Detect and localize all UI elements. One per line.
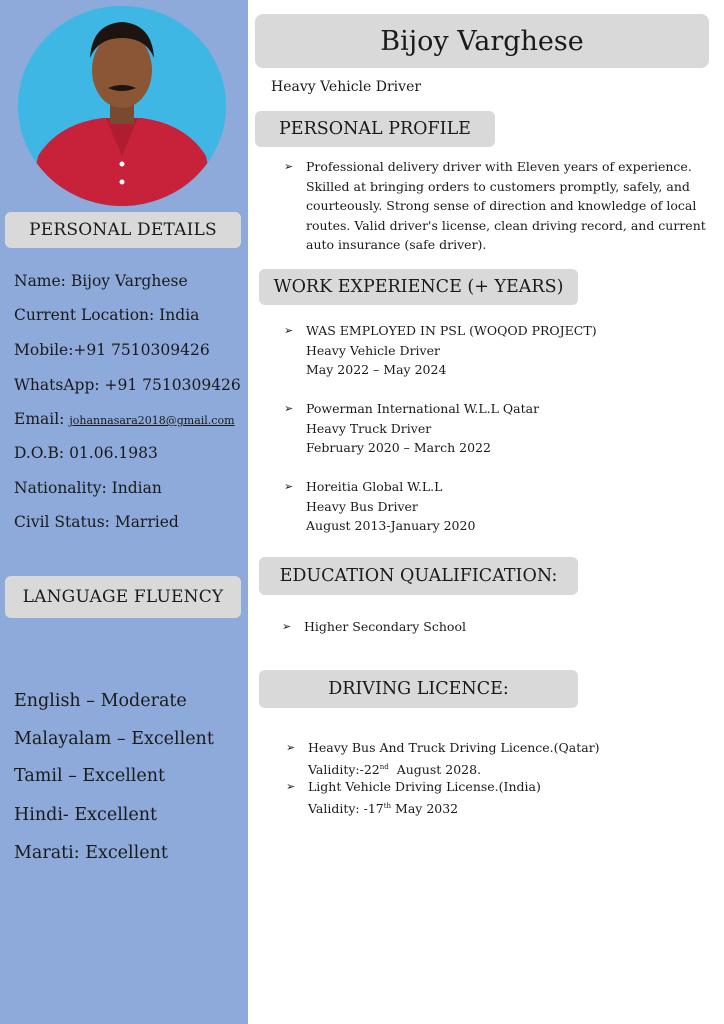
detail-location: Current Location: India — [14, 306, 200, 324]
validity-suffix: August 2028. — [388, 761, 482, 777]
email-label: Email: — [14, 410, 70, 428]
licence-item — [286, 777, 706, 818]
arrow-bullet-icon: ➢ — [282, 620, 292, 633]
language-item: Marati: Excellent — [14, 843, 168, 863]
job-title: Heavy Vehicle Driver — [271, 79, 422, 95]
job-period: August 2013-January 2020 — [306, 518, 476, 533]
arrow-bullet-icon: ➢ — [286, 741, 296, 754]
detail-nationality: Nationality: Indian — [14, 479, 162, 497]
language-item: Malayalam – Excellent — [14, 729, 214, 749]
job-entry — [284, 477, 704, 536]
profile-line: courteously. Strong sense of direction and knowledge of local — [306, 198, 697, 213]
candidate-name: Bijoy Varghese — [255, 14, 709, 68]
personal-profile-heading: PERSONAL PROFILE — [255, 111, 495, 147]
detail-email — [14, 410, 235, 428]
arrow-bullet-icon: ➢ — [284, 324, 294, 337]
language-item: Tamil – Excellent — [14, 766, 166, 786]
licence-validity — [308, 797, 706, 819]
arrow-bullet-icon: ➢ — [284, 402, 294, 415]
sidebar — [0, 0, 248, 1024]
profile-line: Professional delivery driver with Eleven years of experience. — [306, 159, 692, 174]
profile-photo — [18, 6, 226, 206]
language-item: Hindi- Excellent — [14, 805, 158, 825]
job-period: May 2022 – May 2024 — [306, 362, 447, 377]
job-entry — [284, 321, 704, 380]
profile-line: Skilled at bringing orders to customers promptly, safely, and — [306, 178, 690, 194]
detail-name: Name: Bijoy Varghese — [14, 272, 188, 290]
driving-licence-heading: DRIVING LICENCE: — [259, 670, 578, 708]
validity-sup: nd — [379, 762, 389, 771]
education-line: Higher Secondary School — [304, 619, 466, 634]
education-item — [282, 617, 702, 637]
validity-sup: th — [383, 801, 392, 810]
job-role: Heavy Vehicle Driver — [306, 342, 440, 358]
job-period: February 2020 – March 2022 — [306, 440, 491, 455]
validity-prefix: Validity:-22 — [308, 761, 380, 777]
job-role: Heavy Truck Driver — [306, 420, 432, 436]
licence-validity — [308, 758, 706, 780]
email-link[interactable]: johannasara2018@gmail.com — [69, 414, 235, 427]
arrow-bullet-icon: ➢ — [284, 160, 294, 173]
licence-title: Light Vehicle Driving License.(India) — [308, 779, 541, 794]
profile-line: routes. Valid driver's license, clean driving record, and current — [306, 217, 706, 233]
job-role: Heavy Bus Driver — [306, 498, 418, 514]
job-company: Powerman International W.L.L Qatar — [306, 401, 540, 416]
profile-summary — [284, 157, 704, 255]
validity-suffix: May 2032 — [391, 800, 459, 816]
language-item: English – Moderate — [14, 691, 187, 711]
detail-civil-status: Civil Status: Married — [14, 513, 179, 531]
detail-mobile: Mobile:+91 7510309426 — [14, 341, 210, 359]
language-fluency-heading: LANGUAGE FLUENCY — [5, 576, 241, 618]
work-experience-heading: WORK EXPERIENCE (+ YEARS) — [259, 269, 578, 305]
arrow-bullet-icon: ➢ — [284, 480, 294, 493]
profile-photo-illustration — [18, 6, 226, 206]
licence-item — [286, 738, 706, 779]
detail-dob: D.O.B: 01.06.1983 — [14, 444, 158, 462]
job-company: Horeitia Global W.L.L — [306, 479, 443, 494]
job-entry — [284, 399, 704, 458]
detail-whatsapp: WhatsApp: +91 7510309426 — [14, 376, 241, 394]
arrow-bullet-icon: ➢ — [286, 780, 296, 793]
profile-line: auto insurance (safe driver). — [306, 237, 487, 252]
licence-title: Heavy Bus And Truck Driving Licence.(Qatar) — [308, 740, 600, 755]
job-company: WAS EMPLOYED IN PSL (WOQOD PROJECT) — [306, 323, 597, 338]
education-heading: EDUCATION QUALIFICATION: — [259, 557, 578, 595]
validity-prefix: Validity: -17 — [308, 800, 384, 816]
personal-details-heading: PERSONAL DETAILS — [5, 212, 241, 248]
